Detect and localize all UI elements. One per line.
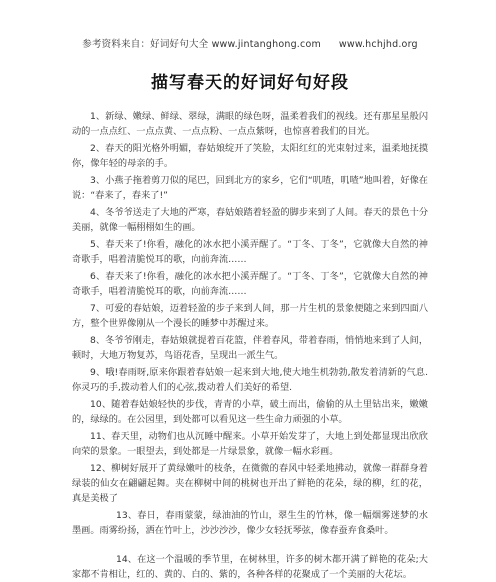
header-source-label: 参考资料来自：好词好句大全 www.jintanghong.com — [82, 39, 321, 50]
paragraph-6: 6、春天来了!你看，融化的冰水把小溪弄醒了。“丁冬、丁冬”，它就像大自然的神奇歌手，唱着清脆悦耳的歌，向前奔流…… — [72, 271, 428, 297]
header-source-url: www.hchjhd.org — [338, 39, 418, 50]
document-title: 描写春天的好词好句好段 — [151, 73, 349, 93]
paragraph-1: 1、新绿、嫩绿、鲜绿、翠绿，满眼的绿色呀，温柔着我们的视线。还有那星星般闪动的一点点红、一点点黄、一点点粉、一点点紫呀，也惊喜着我们的目光。 — [72, 111, 428, 137]
paragraph-13: 13、春日，春雨蒙蒙，绿油油的竹山，翠生生的竹林，像一幅烟雾迷梦的水墨画。雨雾纷扬，洒在竹叶上，沙沙沙沙，像少女轻抚琴弦，像春蚕弃食桑叶。 — [72, 510, 428, 536]
paragraph-8: 8、冬爷爷刚走，春姑娘就提着百花篮，伴着春风，带着春雨，悄悄地来到了人间，顿时，大地万物复苏，鸟语花香，呈现出一派生气。 — [72, 335, 428, 361]
page-header — [72, 0, 428, 50]
paragraph-10: 10、随着春姑娘轻快的步伐，青青的小草，破土而出，偷偷的从土里钻出来，嫩嫩的，绿绿的。在公园里，到处都可以看见这一些生命力顽强的小草。 — [72, 399, 428, 425]
paragraph-4: 4、冬爷爷送走了大地的严寒，春姑娘踏着轻盈的脚步来到了人间。春天的景色十分美丽，就像一幅栩栩如生的画。 — [72, 207, 428, 233]
paragraph-14: 14、在这一个温暖的季节里，在树林里，许多的树木都开满了鲜艳的花朵;大家都不肯相让，红的、黄的、白的、紫的，各种各样的花聚成了一个美丽的大花坛。 — [72, 554, 428, 580]
paragraph-9: 9、哦!春雨呀,原来你跟着春姑娘一起来到大地,使大地生机勃勃,散发着清新的气息.你灵巧的手,拨动着人们的心弦,拨动着人们美好的希望. — [72, 367, 428, 393]
paragraph-2: 2、春天的阳光格外明媚，春姑娘绽开了笑脸，太阳红红的光束射过来，温柔地抚摸你，像年轻的母亲的手。 — [72, 143, 428, 169]
paragraph-12: 12、柳树好展开了黄绿嫩叶的枝条，在微微的春风中轻柔地拂动，就像一群群身着绿装的仙女在翩翩起舞。夹在柳树中间的桃树也开出了鲜艳的花朵，绿的柳，红的花，真是美极了 — [72, 463, 428, 504]
paragraph-5: 5、春天来了!你看，融化的冰水把小溪弄醒了。“丁冬、丁冬”，它就像大自然的神奇歌手，唱着清脆悦耳的歌，向前奔流…… — [72, 239, 428, 265]
paragraph-3: 3、小燕子拖着剪刀似的尾巴，回到北方的家乡，它们“叽喳，叽喳”地叫着，好像在说：“春来了，春来了!” — [72, 175, 428, 201]
paragraph-7: 7、可爱的春姑娘，迈着轻盈的步子来到人间，那一片生机的景象便随之来到四面八方，整个世界像刚从一个漫长的睡梦中苏醒过来。 — [72, 303, 428, 329]
paragraph-11: 11、春天里，动物们也从沉睡中醒来。小草开始发芽了，大地上到处都显现出欣欣向荣的景象。一眼望去，到处都是一片绿景象，就像一幅水彩画。 — [72, 431, 428, 457]
